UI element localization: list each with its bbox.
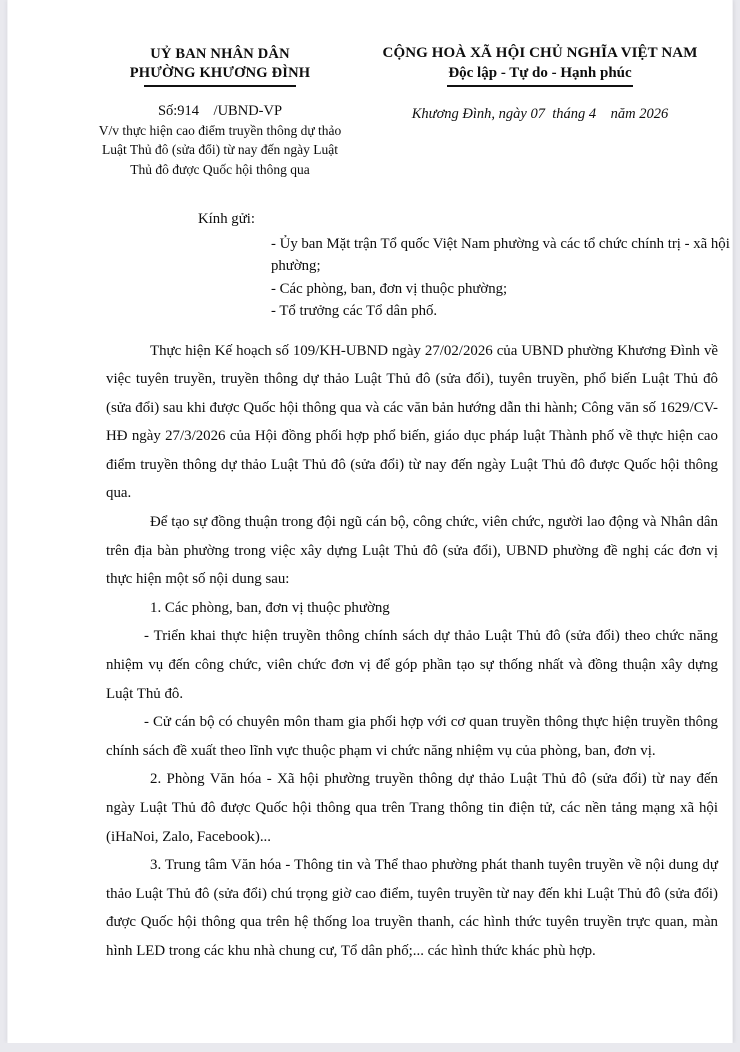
- recipients-label: Kính gửi:: [198, 211, 255, 227]
- recipients-list: [271, 233, 732, 323]
- body-paragraph: - Triển khai thực hiện truyền thông chính sách dự thảo Luật Thủ đô (sửa đổi) theo chức năng nhiệm vụ đến công chức, viên chức đơn vị để góp phần tạo sự thống nhất và đồng thuận xây dựng Luật Thủ đô.: [106, 628, 718, 702]
- national-motto-underline: [447, 85, 633, 87]
- body-paragraph: 1. Các phòng, ban, đơn vị thuộc phường: [150, 599, 390, 616]
- subject-line-3: Thủ đô được Quốc hội thông qua: [130, 161, 310, 177]
- authority-line-2: PHƯỜNG KHƯƠNG ĐÌNH: [129, 65, 311, 81]
- national-motto: Độc lập - Tự do - Hạnh phúc: [448, 65, 632, 81]
- document-number: Số:914 /UBND-VP: [157, 102, 283, 119]
- authority-line-1: UỶ BAN NHÂN DÂN: [150, 46, 290, 62]
- authority-underline: [144, 85, 296, 87]
- document-body: [8, 337, 732, 966]
- list-item: - Các phòng, ban, đơn vị thuộc phường;: [271, 280, 508, 297]
- page-background: [0, 1043, 740, 1052]
- body-paragraph: 2. Phòng Văn hóa - Xã hội phường truyền thông dự thảo Luật Thủ đô (sửa đổi) từ nay đến ngày Luật Thủ đô được Quốc hội thông qua trên Trang thông tin điện tử, các nền tảng mạng xã hội (iHaNoi, Zalo, Facebook)...: [106, 771, 718, 845]
- body-paragraph: 3. Trung tâm Văn hóa - Thông tin và Thể thao phường phát thanh tuyên truyền về nội dung dự thảo Luật Thủ đô (sửa đổi) chú trọng giờ cao điểm, tuyên truyền từ nay đến khi Luật Thủ đô (sửa đổi) được Quốc hội thông qua trên hệ thống loa truyền thanh, các hình thức tuyên truyền trực quan, màn hình LED trong các khu nhà chung cư, Tổ dân phố;... các hình thức khác phù hợp.: [106, 857, 718, 959]
- national-heading-block: [360, 43, 720, 124]
- national-title: CỘNG HOÀ XÃ HỘI CHỦ NGHĨA VIỆT NAM: [382, 45, 698, 61]
- list-item: - Ủy ban Mặt trận Tổ quốc Việt Nam phường và các tổ chức chính trị - xã hội phường;: [271, 235, 730, 274]
- body-paragraph: Thực hiện Kế hoạch số 109/KH-UBND ngày 27/02/2026 của UBND phường Khương Đình về việc tuyên truyền, truyền thông dự thảo Luật Thủ đô (sửa đổi), tuyên truyền, phổ biến Luật Thủ đô (sửa đổi) sau khi được Quốc hội thông qua và các văn bản hướng dẫn thi hành; Công văn số 1629/CV-HĐ ngày 27/3/2026 của Hội đồng phối hợp phổ biến, giáo dục pháp luật Thành phố về thực hiện cao điểm truyền thông dự thảo Luật Thủ đô (sửa đổi) từ nay đến ngày Luật Thủ đô được Quốc hội thông qua.: [106, 342, 718, 502]
- document-header: [8, 0, 732, 177]
- issuing-authority-block: [70, 45, 370, 179]
- place-and-date: Khương Đình, ngày 07 tháng 4 năm 2026: [411, 105, 669, 122]
- recipients-block: [8, 208, 732, 323]
- body-paragraph: Để tạo sự đồng thuận trong đội ngũ cán bộ, công chức, viên chức, người lao động và Nhân dân trên địa bàn phường trong việc xây dựng Luật Thủ đô (sửa đổi), UBND phường đề nghị các đơn vị thực hiện một số nội dung sau:: [106, 514, 718, 588]
- subject-line-2: Luật Thủ đô (sửa đổi) từ nay đến ngày Luật: [102, 142, 338, 158]
- document-page: [8, 0, 732, 1043]
- list-item: - Tổ trưởng các Tổ dân phố.: [271, 303, 438, 319]
- subject-line-1: V/v thực hiện cao điểm truyền thông dự thảo: [98, 122, 342, 138]
- body-paragraph: - Cử cán bộ có chuyên môn tham gia phối hợp với cơ quan truyền thông thực hiện truyền thông chính sách đề xuất theo lĩnh vực thuộc phạm vi chức năng nhiệm vụ của phòng, ban, đơn vị.: [106, 714, 718, 759]
